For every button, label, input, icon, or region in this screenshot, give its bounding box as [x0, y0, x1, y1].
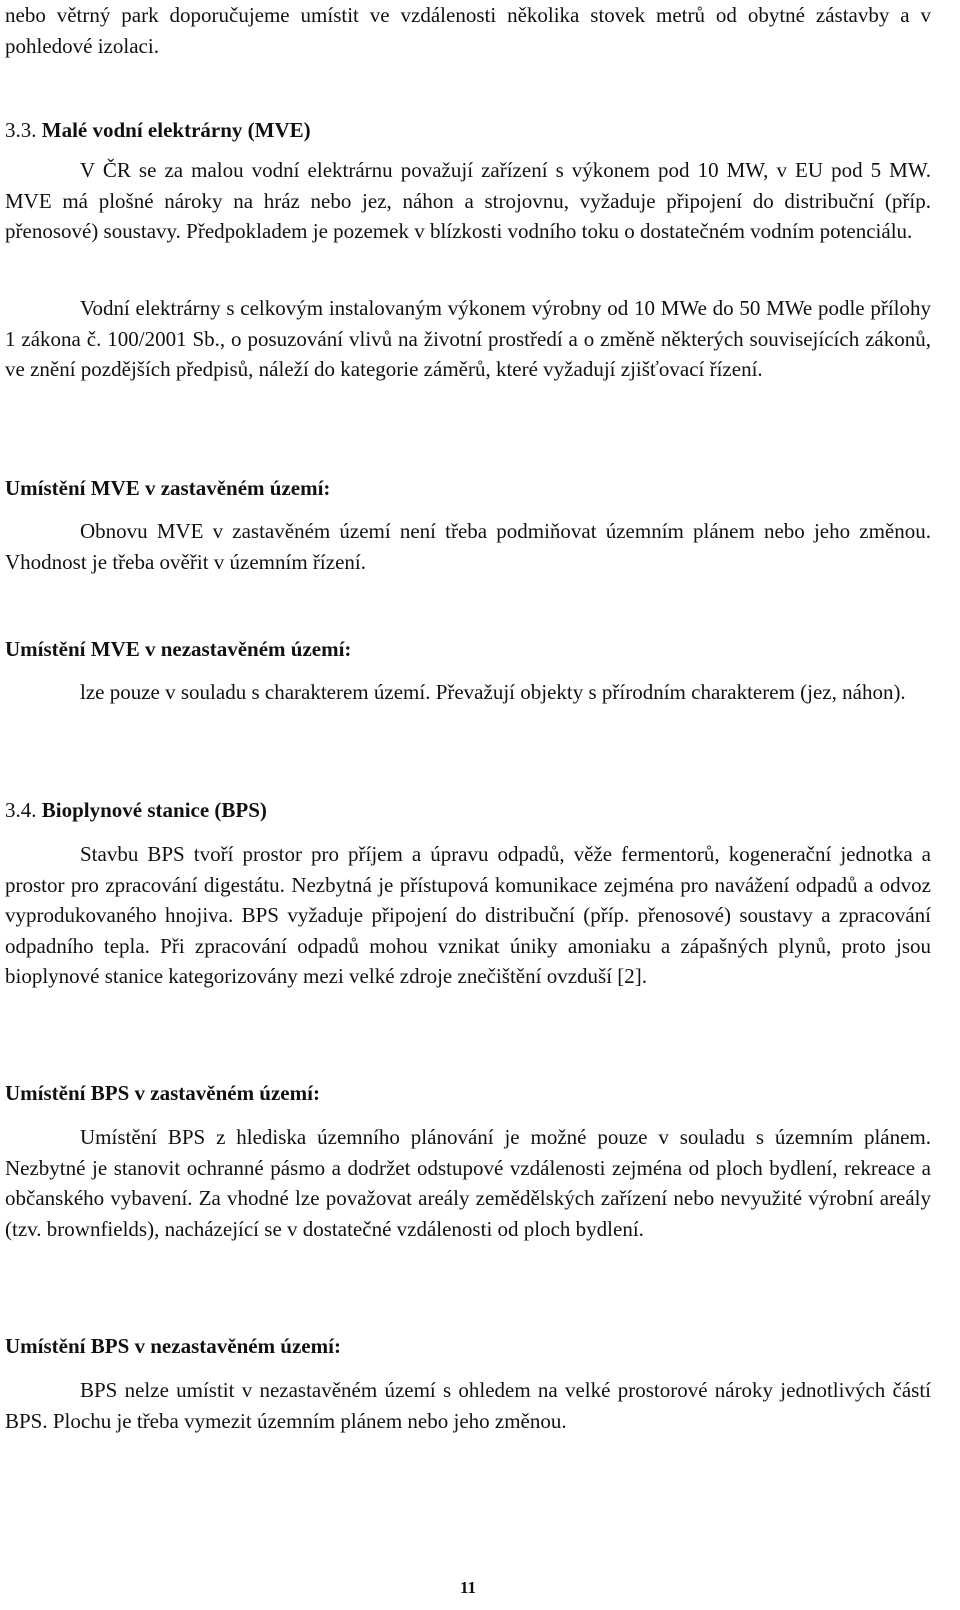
section-bps-heading: [5, 795, 931, 825]
mve-paragraph-1-block: [5, 155, 931, 247]
mve-unbuilt-text: lze pouze v souladu s charakterem území. Převažují objekty s přírodním charakterem (jez, náhon).: [80, 680, 906, 704]
bps-built-text: Umístění BPS z hlediska územního plánování je možné pouze v souladu s územním plánem. Nezbytné je stanovit ochranné pásmo a dodržet odstupové vzdálenosti zejména od ploch bydlení, rekreace a občanského vybavení. Za vhodné lze považovat areály zemědělských zařízení nebo nevyužité výrobní areály (tzv. brownfields), nacházející se v dostatečné vzdálenosti od ploch bydlení.: [5, 1125, 931, 1241]
section-number: 3.4.: [5, 798, 37, 822]
mve-unbuilt-text-block: [5, 677, 931, 708]
section-mve-heading: [5, 115, 931, 145]
bps-unbuilt-heading: Umístění BPS v nezastavěném území:: [5, 1334, 341, 1358]
mve-built-heading: Umístění MVE v zastavěném území:: [5, 476, 331, 500]
bps-built-heading: Umístění BPS v zastavěném území:: [5, 1081, 320, 1105]
mve-built-text: Obnovu MVE v zastavěném území není třeba podmiňovat územním plánem nebo jeho změnou. Vhodnost je třeba ověřit v územním řízení.: [5, 519, 931, 574]
bps-paragraph-1-block: [5, 839, 931, 992]
page-number: 11: [459, 1578, 477, 1597]
section-title: Bioplynové stanice (BPS): [41, 798, 267, 822]
bps-built-text-block: [5, 1122, 931, 1244]
mve-unbuilt-heading: Umístění MVE v nezastavěném území:: [5, 637, 352, 661]
bps-unbuilt-text-block: [5, 1375, 931, 1436]
mve-paragraph-1: V ČR se za malou vodní elektrárnu považují zařízení s výkonem pod 10 MW, v EU pod 5 MW. MVE má plošné nároky na hráz nebo jez, náhon a strojovnu, vyžaduje připojení do distribuční (příp. přenosové) soustavy. Předpokladem je pozemek v blízkosti vodního toku o dostatečném vodním potenciálu.: [5, 158, 931, 244]
intro-block: [5, 0, 931, 61]
section-number: 3.3.: [5, 118, 37, 142]
mve-unbuilt-heading-block: [5, 634, 931, 664]
mve-paragraph-2: Vodní elektrárny s celkovým instalovaným výkonem výrobny od 10 MWe do 50 MWe podle přílohy 1 zákona č. 100/2001 Sb., o posuzování vlivů na životní prostředí a o změně některých souvisejících zákonů, ve znění pozdějších předpisů, náleží do kategorie záměrů, které vyžadují zjišťovací řízení.: [5, 296, 931, 382]
bps-paragraph-1: Stavbu BPS tvoří prostor pro příjem a úpravu odpadů, věže fermentorů, kogenerační jednotka a prostor pro zpracování digestátu. Nezbytná je přístupová komunikace zejména pro navážení odpadů a odvoz vyprodukovaného hnojiva. BPS vyžaduje připojení do distribuční (příp. přenosové) soustavy a zpracování odpadního tepla. Při zpracování odpadů mohou vznikat úniky amoniaku a zápašných plynů, proto jsou bioplynové stanice kategorizovány mezi velké zdroje znečištění ovzduší [2].: [5, 842, 931, 989]
bps-unbuilt-heading-block: [5, 1331, 931, 1361]
mve-paragraph-2-block: [5, 293, 931, 385]
mve-built-heading-block: [5, 473, 931, 503]
section-title: Malé vodní elektrárny (MVE): [41, 118, 311, 142]
mve-built-text-block: [5, 516, 931, 577]
intro-paragraph: nebo větrný park doporučujeme umístit ve vzdálenosti několika stovek metrů od obytné zástavby a v pohledové izolaci.: [5, 3, 931, 58]
bps-built-heading-block: [5, 1078, 931, 1108]
bps-unbuilt-text: BPS nelze umístit v nezastavěném území s ohledem na velké prostorové nároky jednotlivých částí BPS. Plochu je třeba vymezit územním plánem nebo jeho změnou.: [5, 1378, 931, 1433]
